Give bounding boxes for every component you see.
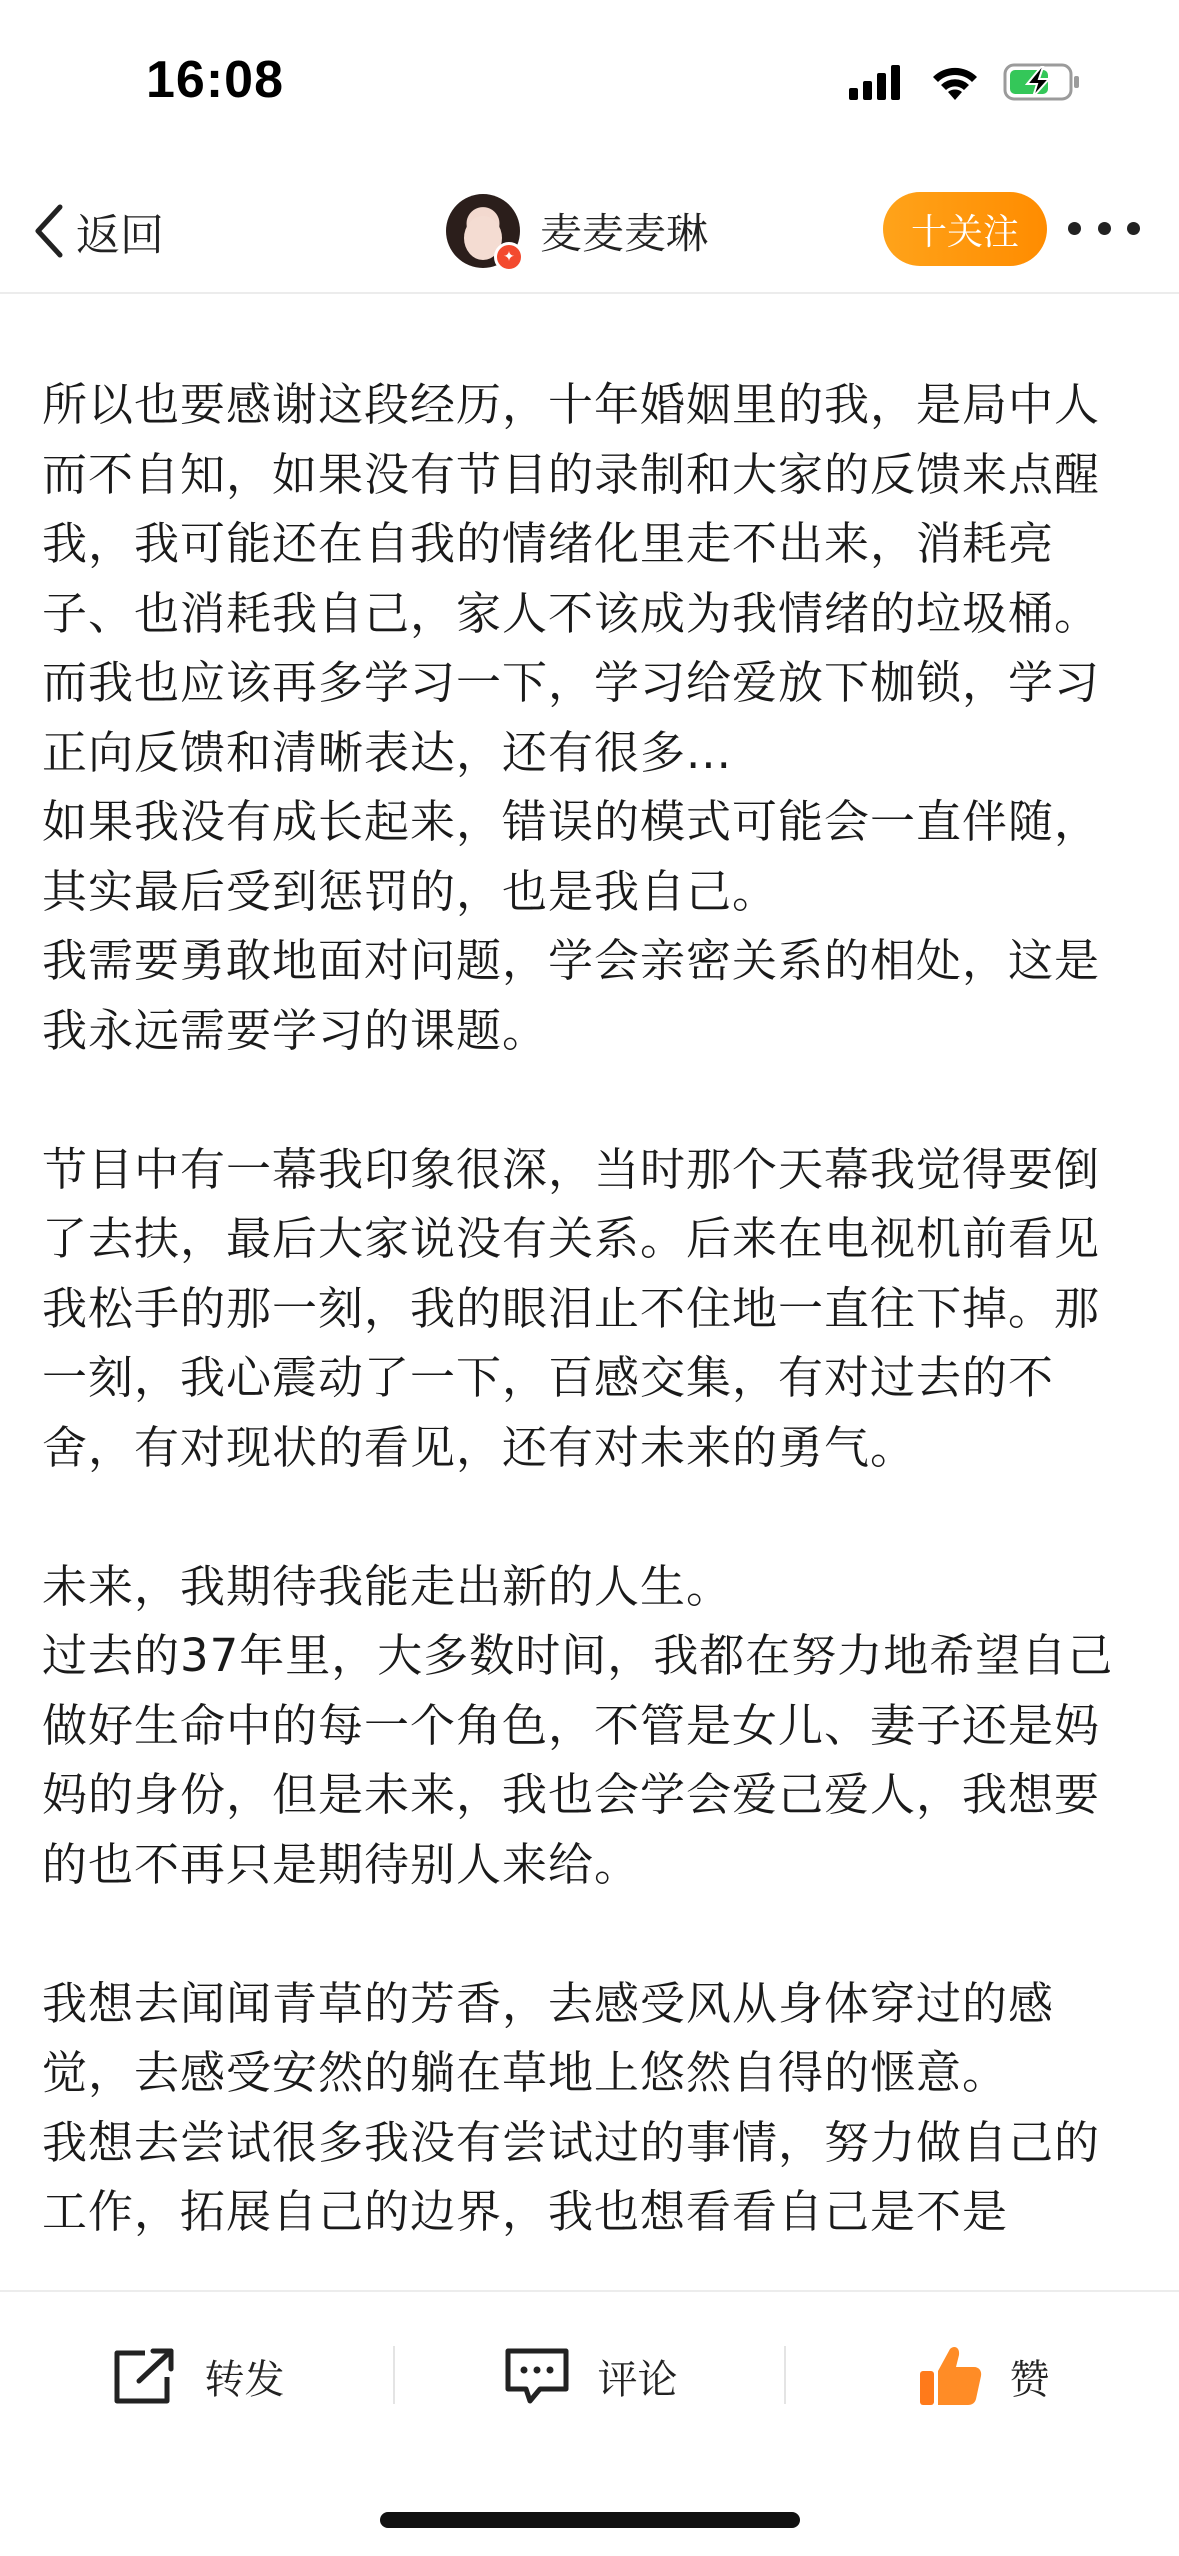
follow-button[interactable] (883, 192, 1047, 266)
comment-label: 评论 (597, 2356, 678, 2403)
avatar[interactable] (446, 194, 520, 268)
article-paragraph: 我想去尝试很多我没有尝试过的事情，努力做自己的工作，拓展自己的边界，我也想看看自己是不是 (42, 2115, 1101, 2238)
paragraph-spacer (42, 1482, 1140, 1552)
article-paragraph: 我想去闻闻青草的芳香，去感受风从身体穿过的感觉，去感受安然的躺在草地上悠然自得的惬意。 (42, 1976, 1055, 2099)
more-dot-icon (1127, 222, 1140, 235)
article-paragraph: 如果我没有成长起来，错误的模式可能会一直伴随，其实最后受到惩罚的，也是我自己。 (42, 795, 1101, 918)
status-icons (847, 62, 1083, 102)
battery-charging-icon (1003, 62, 1083, 102)
status-time: 16:08 (146, 51, 284, 109)
follow-label: 十关注 (910, 211, 1019, 253)
more-dot-icon (1068, 222, 1081, 235)
article-paragraph: 未来，我期待我能走出新的人生。 (42, 1559, 733, 1613)
repost-button[interactable] (0, 2292, 393, 2460)
more-dot-icon (1098, 222, 1111, 235)
toolbar-divider (393, 2346, 395, 2404)
comment-icon (502, 2345, 572, 2407)
signal-icon (847, 62, 907, 102)
chevron-left-icon (30, 201, 66, 261)
wifi-icon (929, 62, 981, 102)
repost-label: 转发 (204, 2356, 285, 2403)
home-indicator[interactable] (380, 2512, 800, 2528)
comment-button[interactable] (393, 2292, 786, 2460)
article-paragraph: 节目中有一幕我印象很深，当时那个天幕我觉得要倒了去扶，最后大家说没有关系。后来在电视机前看见我松手的那一刻，我的眼泪止不住地一直往下掉。那一刻，我心震动了一下，百感交集，有对过去的不舍，有对现状的看见，还有对未来的勇气。 (42, 1142, 1101, 1474)
article-paragraph: 我需要勇敢地面对问题，学会亲密关系的相处，这是我永远需要学习的课题。 (42, 934, 1101, 1057)
verified-badge-icon: ✦ (494, 242, 524, 272)
share-icon (109, 2345, 179, 2407)
paragraph-spacer (42, 1065, 1140, 1135)
status-bar (0, 0, 1179, 170)
bottom-toolbar (0, 2290, 1179, 2460)
paragraph-spacer (42, 1899, 1140, 1969)
author-info[interactable] (446, 188, 708, 274)
thumbs-up-icon (916, 2343, 984, 2409)
article-paragraph: 所以也要感谢这段经历，十年婚姻里的我，是局中人而不自知，如果没有节目的录制和大家的反馈来点醒我，我可能还在自我的情绪化里走不出来，消耗亮子、也消耗我自己，家人不该成为我情绪的垃圾桶。 (42, 378, 1101, 640)
author-name[interactable]: 麦麦麦琳 (540, 209, 709, 258)
like-label: 赞 (1009, 2356, 1050, 2403)
article-paragraph: 过去的37年里，大多数时间，我都在努力地希望自己做好生命中的每一个角色，不管是女儿、妻子还是妈妈的身份，但是未来，我也会学会爱己爱人，我想要的也不再只是期待别人来给。 (42, 1629, 1114, 1891)
back-button[interactable] (30, 192, 164, 270)
more-options-button[interactable] (1068, 208, 1140, 248)
nav-bar (0, 170, 1179, 294)
article-body (42, 370, 1140, 2290)
like-button[interactable] (786, 2292, 1179, 2460)
back-label: 返回 (76, 210, 164, 261)
article-paragraph: 而我也应该再多学习一下，学习给爱放下枷锁，学习正向反馈和清晰表达，还有很多... (42, 656, 1101, 779)
